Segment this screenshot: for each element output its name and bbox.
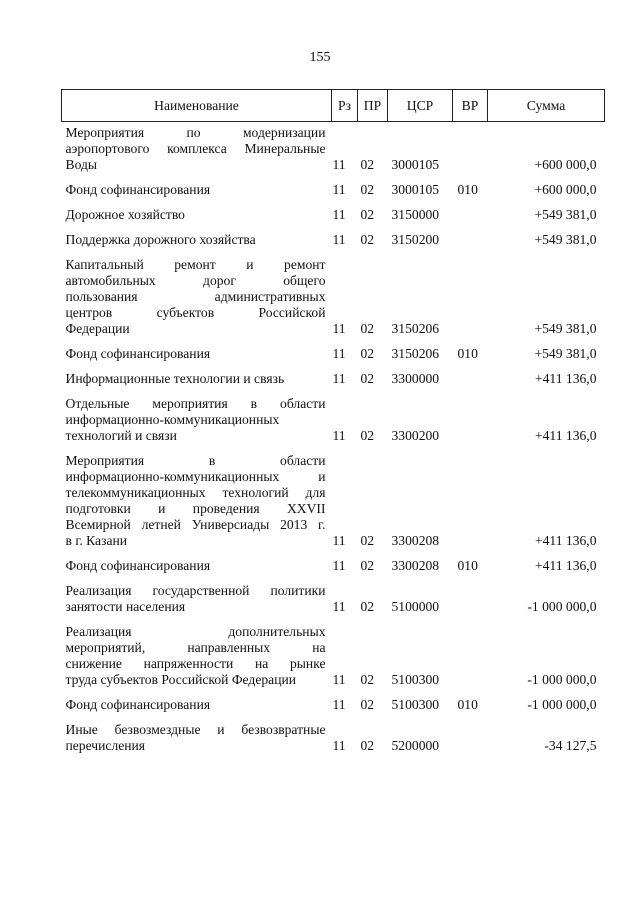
row-pr: 02: [360, 672, 375, 687]
row-name-line: в г. Казани: [65, 533, 128, 548]
row-name-line: Мероприятия в области: [65, 453, 326, 468]
row-name-line: занятости населения: [65, 599, 186, 614]
row-name: [62, 248, 332, 337]
row-sum: +411 136,0: [534, 428, 597, 443]
row-csr: 3300208: [391, 558, 440, 573]
row-vr: [453, 223, 488, 248]
header-sum: Сумма: [488, 90, 605, 122]
row-rz: 11: [332, 672, 346, 687]
row-name: [62, 615, 332, 688]
table-row: [62, 362, 605, 387]
row-name-line: центров субъектов Российской: [65, 305, 326, 320]
row-name: [62, 198, 332, 223]
row-name: [62, 122, 332, 174]
header-name: Наименование: [62, 90, 332, 122]
row-pr: 02: [360, 428, 375, 443]
row-pr: 02: [360, 371, 375, 386]
row-rz: 11: [332, 428, 346, 443]
row-sum: +549 381,0: [534, 346, 597, 361]
row-csr: 3000105: [391, 182, 440, 197]
row-name-line: перечисления: [65, 738, 146, 753]
row-pr: 02: [360, 738, 375, 753]
row-name-line: телекоммуникационных технологий для: [65, 485, 326, 500]
row-name-line: Реализация государственной политики: [65, 583, 326, 598]
row-pr: 02: [360, 182, 375, 197]
row-csr: 5200000: [391, 738, 440, 753]
row-name-line: подготовки и проведения XXVII: [65, 501, 326, 516]
row-name-line: Фонд софинансирования: [65, 558, 211, 573]
row-pr: 02: [360, 207, 375, 222]
row-name-line: Отдельные мероприятия в области: [65, 396, 326, 411]
row-rz: 11: [332, 346, 346, 361]
table-row: [62, 122, 605, 174]
row-sum: +549 381,0: [534, 207, 597, 222]
row-name: [62, 337, 332, 362]
table-row: [62, 713, 605, 754]
row-vr: [453, 615, 488, 688]
table-row: [62, 198, 605, 223]
row-csr: 3150206: [391, 346, 440, 361]
row-sum: -34 127,5: [544, 738, 597, 753]
row-name: [62, 713, 332, 754]
header-vr: ВР: [453, 90, 488, 122]
row-name: [62, 173, 332, 198]
row-sum: +411 136,0: [534, 558, 597, 573]
row-rz: 11: [332, 371, 346, 386]
row-sum: +600 000,0: [534, 157, 597, 172]
row-name-line: Реализация дополнительных: [65, 624, 326, 639]
row-name-line: пользования административных: [65, 289, 326, 304]
table-body: [62, 122, 605, 755]
row-vr: [453, 198, 488, 223]
row-sum: +549 381,0: [534, 232, 597, 247]
row-pr: 02: [360, 346, 375, 361]
table-row: [62, 223, 605, 248]
table-row: [62, 248, 605, 337]
row-sum: -1 000 000,0: [527, 599, 597, 614]
row-rz: 11: [332, 558, 346, 573]
row-csr: 3300200: [391, 428, 440, 443]
header-rz: Рз: [332, 90, 358, 122]
row-vr: [453, 122, 488, 174]
page-number: 155: [309, 50, 331, 65]
row-rz: 11: [332, 182, 346, 197]
row-name-line: Фонд софинансирования: [65, 697, 211, 712]
table-row: [62, 173, 605, 198]
row-name: [62, 574, 332, 615]
row-name-line: аэропортового комплекса Минеральные: [65, 141, 326, 156]
row-name-line: снижение напряженности на рынке: [65, 656, 326, 671]
row-csr: 3150206: [391, 321, 440, 336]
row-csr: 3000105: [391, 157, 440, 172]
row-vr: [453, 574, 488, 615]
table-row: [62, 444, 605, 549]
row-csr: 3150000: [391, 207, 440, 222]
row-sum: +411 136,0: [534, 371, 597, 386]
row-csr: 3150200: [391, 232, 440, 247]
row-name-line: Федерации: [65, 321, 130, 336]
row-rz: 11: [332, 232, 346, 247]
row-vr: [453, 713, 488, 754]
row-rz: 11: [332, 157, 346, 172]
row-rz: 11: [332, 321, 346, 336]
row-pr: 02: [360, 599, 375, 614]
row-name-line: автомобильных дорог общего: [65, 273, 326, 288]
row-rz: 11: [332, 738, 346, 753]
row-rz: 11: [332, 207, 346, 222]
row-pr: 02: [360, 558, 375, 573]
row-name: [62, 549, 332, 574]
row-name-line: Фонд софинансирования: [65, 346, 211, 361]
table-row: [62, 337, 605, 362]
row-sum: +411 136,0: [534, 533, 597, 548]
row-sum: +600 000,0: [534, 182, 597, 197]
row-name-line: Поддержка дорожного хозяйства: [65, 232, 256, 247]
row-name: [62, 362, 332, 387]
row-name-line: мероприятий, направленных на: [65, 640, 326, 655]
row-name-line: информационно-коммуникационных и: [65, 469, 326, 484]
table-header: [62, 90, 605, 122]
row-vr: [453, 387, 488, 444]
header-pr: ПР: [358, 90, 388, 122]
row-name-line: Фонд софинансирования: [65, 182, 211, 197]
row-name-line: Мероприятия по модернизации: [65, 125, 326, 140]
row-name-line: Иные безвозмездные и безвозвратные: [65, 722, 326, 737]
table-row: [62, 615, 605, 688]
row-name-line: технологий и связи: [65, 428, 177, 443]
row-csr: 5100300: [391, 697, 440, 712]
row-vr: [453, 362, 488, 387]
row-name: [62, 387, 332, 444]
budget-table: [61, 89, 605, 754]
row-rz: 11: [332, 533, 346, 548]
row-csr: 5100300: [391, 672, 440, 687]
row-rz: 11: [332, 599, 346, 614]
row-name-line: информационно-коммуникационных: [65, 412, 280, 427]
row-name: [62, 444, 332, 549]
row-sum: +549 381,0: [534, 321, 597, 336]
table-row: [62, 688, 605, 713]
row-name-line: Дорожное хозяйство: [65, 207, 185, 222]
row-vr: 010: [457, 182, 478, 197]
row-name-line: труда субъектов Российской Федерации: [65, 672, 297, 687]
row-pr: 02: [360, 232, 375, 247]
row-rz: 11: [332, 697, 346, 712]
row-vr: 010: [457, 697, 478, 712]
row-name-line: Капитальный ремонт и ремонт: [65, 257, 326, 272]
row-vr: [453, 248, 488, 337]
row-pr: 02: [360, 697, 375, 712]
row-name: [62, 688, 332, 713]
row-name-line: Информационные технологии и связь: [65, 371, 285, 386]
table-row: [62, 549, 605, 574]
row-vr: 010: [457, 346, 478, 361]
row-sum: -1 000 000,0: [527, 672, 597, 687]
row-csr: 3300208: [391, 533, 440, 548]
header-csr: ЦСР: [388, 90, 453, 122]
row-vr: [453, 444, 488, 549]
row-name-line: Всемирной летней Универсиады 2013 г.: [65, 517, 326, 532]
row-pr: 02: [360, 533, 375, 548]
row-pr: 02: [360, 321, 375, 336]
row-sum: -1 000 000,0: [527, 697, 597, 712]
row-csr: 3300000: [391, 371, 440, 386]
row-name: [62, 223, 332, 248]
row-pr: 02: [360, 157, 375, 172]
row-vr: 010: [457, 558, 478, 573]
table-row: [62, 574, 605, 615]
table-row: [62, 387, 605, 444]
row-csr: 5100000: [391, 599, 440, 614]
row-name-line: Воды: [65, 157, 98, 172]
